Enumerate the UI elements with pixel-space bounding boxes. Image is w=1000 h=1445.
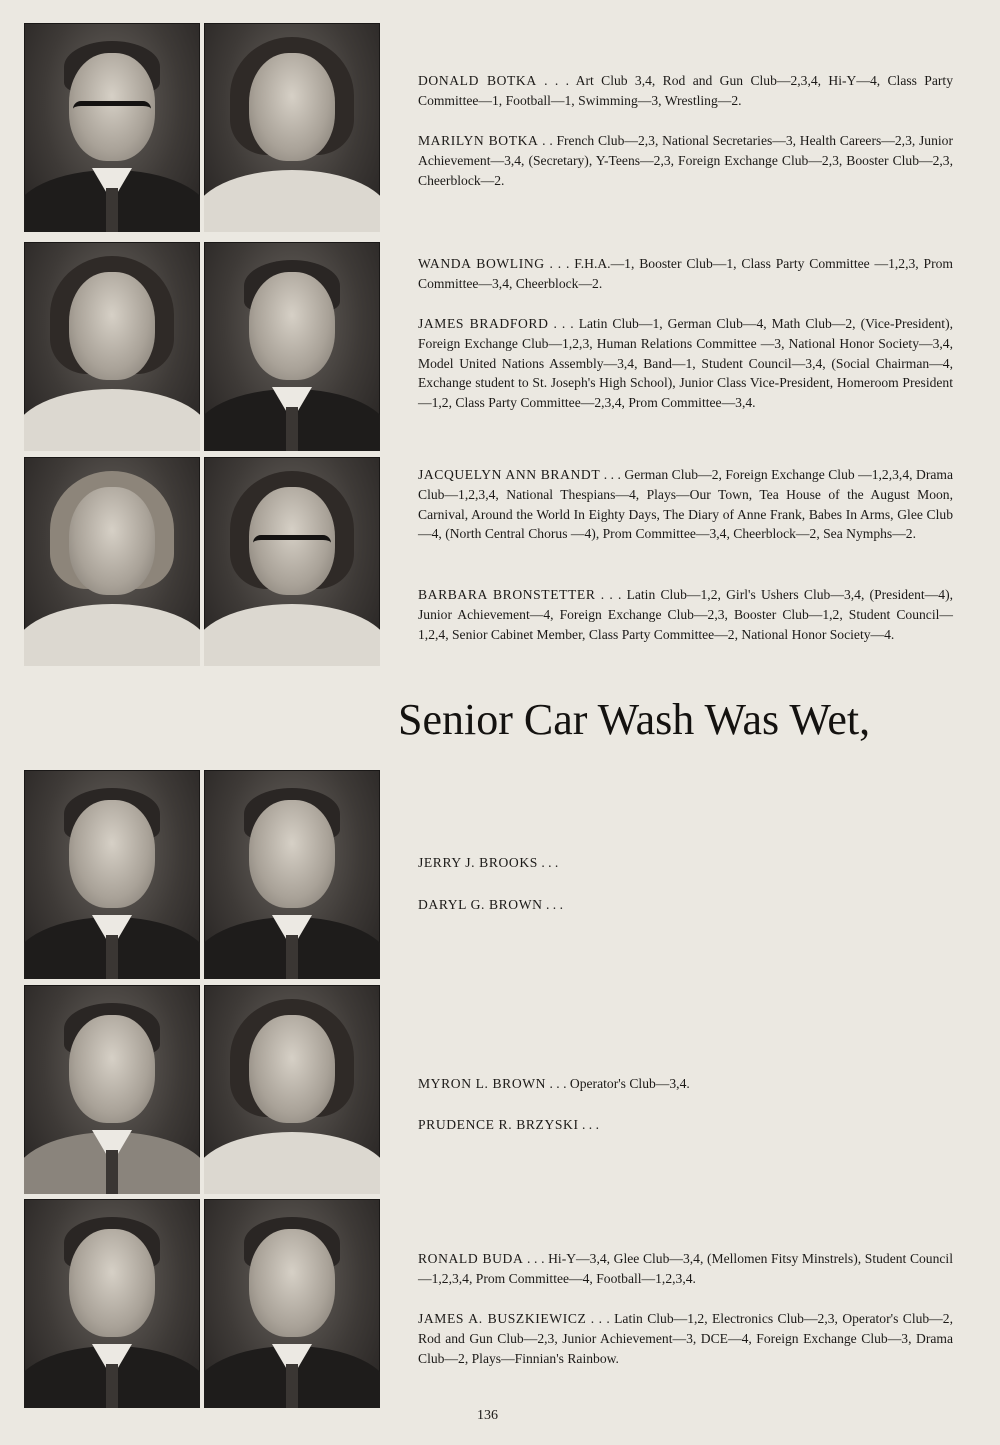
senior-entry: MARILYN BOTKA . . French Club—2,3, National Secretaries—3, Health Careers—2,3, Junior Achievement—3,4, (Secretary), Y-Teens—2,3, Foreign Exchange Club—2,3, Booster Club—2,3, Cheerblock—2. xyxy=(418,133,953,188)
senior-name: JAMES BRADFORD xyxy=(418,316,549,331)
portrait-photo-ronald-buda xyxy=(24,1199,200,1408)
portrait-photo-jerry-brooks xyxy=(24,770,200,979)
senior-activities: French Club—2,3, National Secretaries—3, Health Careers—2,3, Junior Achievement—3,4, (Secretary), Y-Teens—2,3, Foreign Exchange Club—2,3, Booster Club—2,3, Cheerblock—2. xyxy=(418,133,953,188)
portrait-photo-james-bradford xyxy=(204,242,380,451)
senior-name: MARILYN BOTKA xyxy=(418,133,539,148)
senior-name: PRUDENCE R. BRZYSKI xyxy=(418,1117,579,1132)
portrait-photo-jacquelyn-ann-brandt xyxy=(24,457,200,666)
senior-name: DARYL G. BROWN xyxy=(418,897,543,912)
senior-name: JACQUELYN ANN BRANDT xyxy=(418,467,601,482)
senior-entry: JAMES BRADFORD . . . Latin Club—1, German Club—4, Math Club—2, (Vice-President), Foreign Exchange Club—1,2,3, Human Relations Committee —3, National Honor Society—3,4, Model United Nations Assembly—3,4, Band—1, Student Council—3,4, (Social Chairman—4, Exchange student to St. Joseph's High School), Junior Class Vice-President, Homeroom President—1,2, Class Party Committee—2,3,4, Prom Committee—3,4. xyxy=(418,316,953,411)
senior-activities: F.H.A.—1, Booster Club—1, Class Party Committee —1,2,3, Prom Committee—3,4, Cheerblock—2. xyxy=(418,256,954,291)
senior-name: DONALD BOTKA xyxy=(418,73,537,88)
senior-activities: Hi-Y—3,4, Glee Club—3,4, (Mellomen Fitsy Minstrels), Student Council—1,2,3,4, Prom Committee—4, Football—1,2,3,4. xyxy=(418,1251,953,1286)
senior-activities: Latin Club—1,2, Girl's Ushers Club—3,4, (President—4), Junior Achievement—4, Foreign Exchange Club—2,3, Booster Club—1,2, Student Council—1,2,4, Senior Cabinet Member, Class Party Committee—2, National Honor Society—4. xyxy=(418,587,953,642)
senior-entry: MYRON L. BROWN . . . Operator's Club—3,4. xyxy=(418,1076,690,1091)
portrait-photo-marilyn-botka xyxy=(204,23,380,232)
senior-name: BARBARA BRONSTETTER xyxy=(418,587,596,602)
portrait-photo-daryl-brown xyxy=(204,770,380,979)
senior-activities: German Club—2, Foreign Exchange Club —1,2,3,4, Drama Club—1,2,3,4, National Thespians—4, Plays—Our Town, Tea House of the August Moon, Carnival, Around the World In Eighty Days, The Diary of Anne Frank, Babes In Arms, Glee Club—4, (North Central Chorus —4), Prom Committee—3,4, Cheerblock—2, Sea Nymphs—2. xyxy=(418,467,953,542)
senior-name: WANDA BOWLING xyxy=(418,256,545,271)
senior-name: RONALD BUDA xyxy=(418,1251,524,1266)
portrait-photo-prudence-brzyski xyxy=(204,985,380,1194)
senior-name: MYRON L. BROWN xyxy=(418,1076,547,1091)
senior-activities: Latin Club—1,2, Electronics Club—2,3, Operator's Club—2, Rod and Gun Club—2,3, Junior Achievement—3, DCE—4, Foreign Exchange Club—3, Drama Club—2, Plays—Finnian's Rainbow. xyxy=(418,1311,953,1366)
page-headline: Senior Car Wash Was Wet, xyxy=(398,695,871,744)
senior-entry: JAMES A. BUSZKIEWICZ . . . Latin Club—1,2, Electronics Club—2,3, Operator's Club—2, Rod and Gun Club—2,3, Junior Achievement—3, DCE—4, Foreign Exchange Club—3, Drama Club—2, Plays—Finnian's Rainbow. xyxy=(418,1311,953,1366)
portrait-photo-barbara-bronstetter xyxy=(204,457,380,666)
senior-entry: DONALD BOTKA . . . Art Club 3,4, Rod and Gun Club—2,3,4, Hi-Y—4, Class Party Committee—1, Football—1, Swimming—3, Wrestling—2. xyxy=(418,73,954,108)
senior-activities: Art Club 3,4, Rod and Gun Club—2,3,4, Hi-Y—4, Class Party Committee—1, Football—1, Swimming—3, Wrestling—2. xyxy=(418,73,954,108)
senior-name: JAMES A. BUSZKIEWICZ xyxy=(418,1311,587,1326)
portrait-photo-myron-brown xyxy=(24,985,200,1194)
senior-name: JERRY J. BROOKS xyxy=(418,855,538,870)
senior-entry: JERRY J. BROOKS . . . xyxy=(418,855,559,870)
senior-entry: DARYL G. BROWN . . . xyxy=(418,897,563,912)
senior-entry: RONALD BUDA . . . Hi-Y—3,4, Glee Club—3,4, (Mellomen Fitsy Minstrels), Student Council—1,2,3,4, Prom Committee—4, Football—1,2,3,4. xyxy=(418,1251,953,1286)
portrait-photo-james-buszkiewicz xyxy=(204,1199,380,1408)
senior-entry: JACQUELYN ANN BRANDT . . . German Club—2, Foreign Exchange Club —1,2,3,4, Drama Club—1,2,3,4, National Thespians—4, Plays—Our Town, Tea House of the August Moon, Carnival, Around the World In Eighty Days, The Diary of Anne Frank, Babes In Arms, Glee Club—4, (North Central Chorus —4), Prom Committee—3,4, Cheerblock—2, Sea Nymphs—2. xyxy=(418,467,953,542)
senior-entry: BARBARA BRONSTETTER . . . Latin Club—1,2, Girl's Ushers Club—3,4, (President—4), Junior Achievement—4, Foreign Exchange Club—2,3, Booster Club—1,2, Student Council—1,2,4, Senior Cabinet Member, Class Party Committee—2, National Honor Society—4. xyxy=(418,587,953,642)
senior-entry: WANDA BOWLING . . . F.H.A.—1, Booster Club—1, Class Party Committee —1,2,3, Prom Committee—3,4, Cheerblock—2. xyxy=(418,256,954,291)
portrait-photo-donald-botka xyxy=(24,23,200,232)
page-number: 136 xyxy=(477,1408,498,1423)
senior-activities: Latin Club—1, German Club—4, Math Club—2, (Vice-President), Foreign Exchange Club—1,2,3, Human Relations Committee —3, National Honor Society—3,4, Model United Nations Assembly—3,4, Band—1, Student Council—3,4, (Social Chairman—4, Exchange student to St. Joseph's High School), Junior Class Vice-President, Homeroom President—1,2, Class Party Committee—2,3,4, Prom Committee—3,4. xyxy=(418,316,953,411)
senior-entry: PRUDENCE R. BRZYSKI . . . xyxy=(418,1117,599,1132)
senior-activities: Operator's Club—3,4. xyxy=(569,1076,690,1091)
portrait-photo-wanda-bowling xyxy=(24,242,200,451)
